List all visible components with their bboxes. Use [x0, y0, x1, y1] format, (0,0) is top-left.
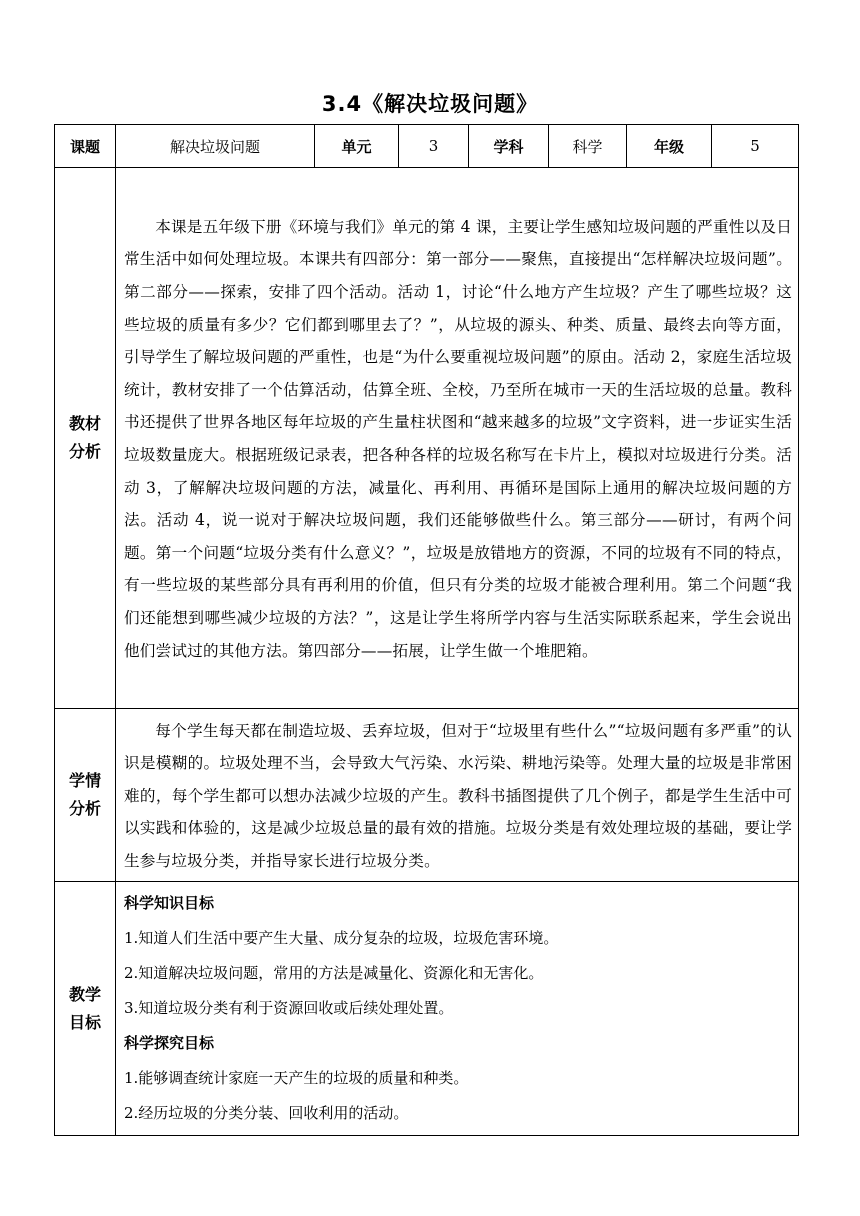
- student-analysis-label: [55, 709, 116, 882]
- inquiry-goal-item: 2.经历垃圾的分类分装、回收利用的活动。: [124, 1104, 409, 1122]
- knowledge-goal-item: 2.知道解决垃圾问题，常用的方法是减量化、资源化和无害化。: [124, 964, 544, 982]
- student-analysis-row: [55, 709, 799, 882]
- teaching-goals-label-line1: 教学: [68, 984, 101, 1004]
- textbook-analysis-text: 本课是五年级下册《环境与我们》单元的第 4 课，主要让学生感知垃圾问题的严重性以及日常生活中如何处理垃圾。本课共有四部分：第一部分——聚焦，直接提出“怎样解决垃圾问题”。第二部分——探索，安排了四个活动。活动 1，讨论“什么地方产生垃圾？产生了哪些垃圾？这些垃圾的质量有多少？它们都到哪里去了？”，从垃圾的源头、种类、质量、最终去向等方面，引导学生了解垃圾问题的严重性，也是“为什么要重视垃圾问题”的原由。活动 2，家庭生活垃圾统计，教材安排了一个估算活动，估算全班、全校，乃至所在城市一天的生活垃圾的总量。教科书还提供了世界各地区每年垃圾的产生量柱状图和“越来越多的垃圾”文字资料，进一步证实生活垃圾数量庞大。根据班级记录表，把各种各样的垃圾名称写在卡片上，模拟对垃圾进行分类。活动 3，了解解决垃圾问题的方法，减量化、再利用、再循环是国际上通用的解决垃圾问题的方法。活动 4，说一说对于解决垃圾问题，我们还能够做些什么。第三部分——研讨，有两个问题。第一个问题“垃圾分类有什么意义？”，垃圾是放错地方的资源，不同的垃圾有不同的特点，有一些垃圾的某些部分具有再利用的价值，但只有分类的垃圾才能被合理利用。第二个问题“我们还能想到哪些减少垃圾的方法？”，这是让学生将所学内容与生活实际联系起来，学生会说出他们尝试过的其他方法。第四部分——拓展，让学生做一个堆肥箱。: [124, 217, 792, 660]
- teaching-goals-row: [55, 882, 799, 1136]
- subject-label: 学科: [469, 125, 549, 168]
- subject-value: 科学: [549, 125, 627, 168]
- unit-value: 3: [399, 125, 469, 168]
- student-analysis-label-line2: 分析: [68, 799, 101, 818]
- topic-label: 课题: [55, 125, 116, 168]
- teaching-goals-label: [55, 882, 116, 1136]
- document-title: 3.4《解决垃圾问题》: [321, 92, 539, 116]
- textbook-analysis-row: [55, 168, 799, 709]
- grade-label: 年级: [627, 125, 712, 168]
- textbook-analysis-cell: [116, 168, 799, 709]
- student-analysis-text: 每个学生每天都在制造垃圾、丢弃垃圾，但对于“垃圾里有些什么”“垃圾问题有多严重”的认识是模糊的。垃圾处理不当，会导致大气污染、水污染、耕地污染等。处理大量的垃圾是非常困难的，每个学生都可以想办法减少垃圾的产生。教科书插图提供了几个例子，都是学生生活中可以实践和体验的，这是减少垃圾总量的最有效的措施。垃圾分类是有效处理垃圾的基础，要让学生参与垃圾分类，并指导家长进行垃圾分类。: [124, 721, 792, 870]
- header-row: [55, 125, 799, 168]
- inquiry-goals-heading: 科学探究目标: [124, 1034, 215, 1052]
- grade-value: 5: [712, 125, 799, 168]
- teaching-goals-cell: [116, 882, 799, 1136]
- inquiry-goal-item: 1.能够调查统计家庭一天产生的垃圾的质量和种类。: [124, 1069, 469, 1087]
- textbook-analysis-label-line2: 分析: [68, 442, 101, 461]
- student-analysis-label-line1: 学情: [68, 771, 101, 790]
- teaching-goals-list: [116, 882, 798, 1135]
- textbook-analysis-label: [55, 168, 116, 709]
- knowledge-goal-item: 3.知道垃圾分类有利于资源回收或后续处理处置。: [124, 999, 454, 1017]
- topic-value: 解决垃圾问题: [116, 125, 315, 168]
- lesson-plan-table: [54, 124, 799, 1136]
- teaching-goals-label-line2: 目标: [68, 1012, 101, 1032]
- student-analysis-cell: [116, 709, 799, 882]
- unit-label: 单元: [315, 125, 399, 168]
- knowledge-goals-heading: 科学知识目标: [124, 894, 215, 912]
- textbook-analysis-label-line1: 教材: [68, 414, 101, 433]
- knowledge-goal-item: 1.知道人们生活中要产生大量、成分复杂的垃圾，垃圾危害环境。: [124, 929, 559, 947]
